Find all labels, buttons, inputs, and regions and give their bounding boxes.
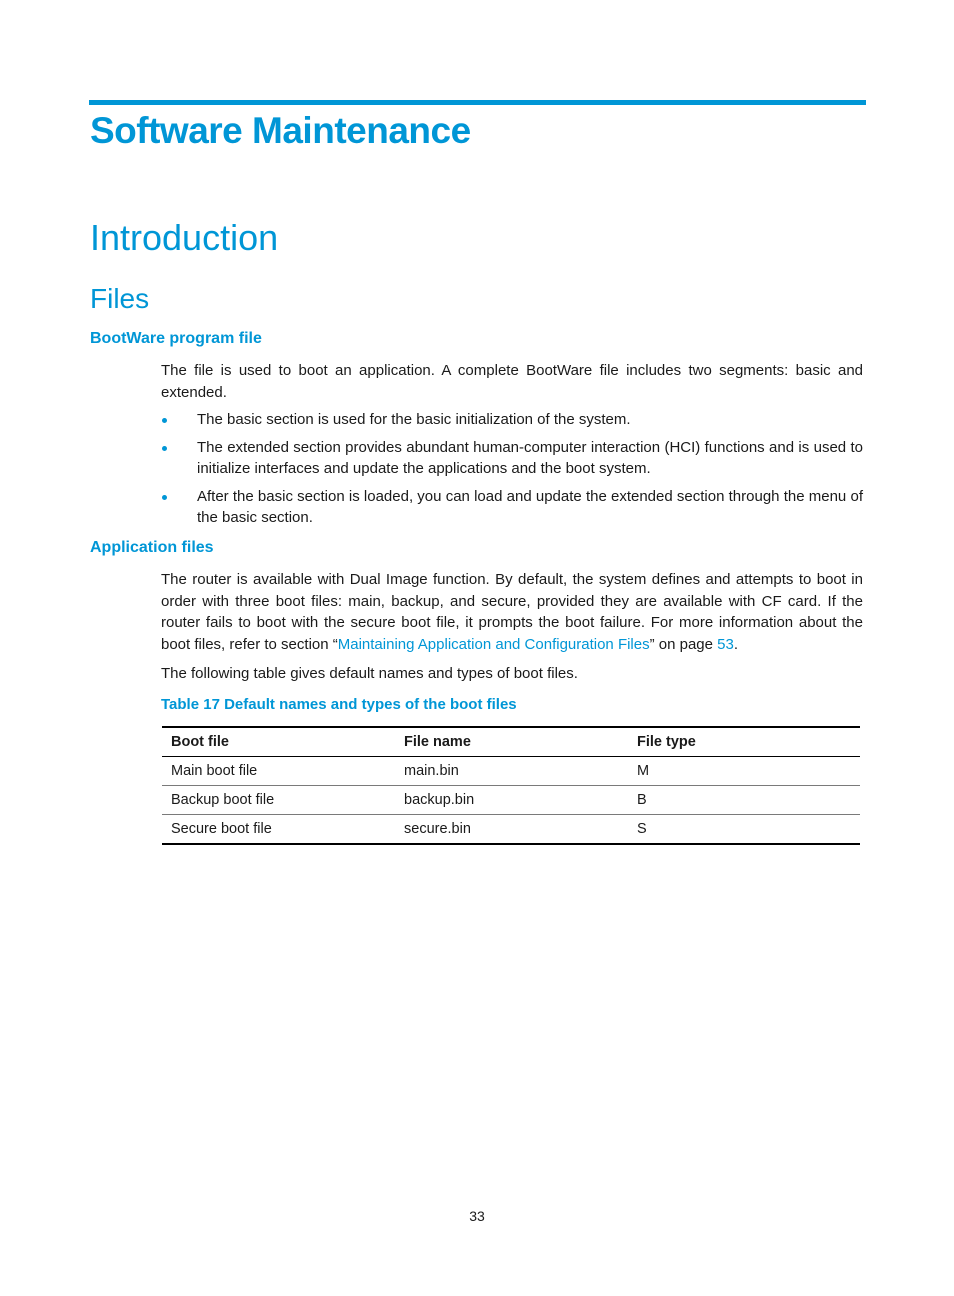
column-header: File name: [404, 734, 471, 750]
table-cell: backup.bin: [395, 786, 628, 815]
table-cell: Backup boot file: [162, 786, 395, 815]
table-cell: Main boot file: [162, 757, 395, 786]
table-cell: Secure boot file: [162, 815, 395, 845]
paragraph-text: The router is available with Dual Image function. By default, the system defines and attempts to boot in order with three boot files: main, backup, and secure, provided they are available with CF card. If the router fails to boot with the secure boot file, it prompts the boot failure. For more information about the boot files, refer to section “: [161, 571, 863, 653]
application-files-heading: Application files: [90, 539, 214, 556]
application-files-paragraph: [161, 569, 863, 655]
table-cell: M: [628, 757, 860, 786]
page-number: 33: [469, 1208, 485, 1224]
column-header: File type: [637, 734, 696, 750]
table-cell: main.bin: [395, 757, 628, 786]
bullet-icon: [162, 418, 167, 423]
paragraph-text: ” on page: [649, 635, 718, 653]
page-link[interactable]: 53: [717, 635, 734, 653]
chapter-title: Software Maintenance: [90, 110, 471, 151]
table-row: [162, 786, 860, 815]
bullet-icon: [162, 495, 167, 500]
list-item: [161, 409, 863, 431]
table-cell: B: [628, 786, 860, 815]
table-cell: S: [628, 815, 860, 845]
subsection-heading-files: Files: [90, 283, 150, 314]
table-cell: secure.bin: [395, 815, 628, 845]
bootware-bullet-list: [161, 409, 863, 529]
list-item: [161, 437, 863, 480]
table-header-row: [162, 727, 860, 757]
table-row: [162, 757, 860, 786]
column-header: Boot file: [171, 734, 229, 750]
bootware-heading: BootWare program file: [90, 330, 262, 347]
section-link[interactable]: Maintaining Application and Configuration Files: [337, 635, 650, 653]
bullet-text: The basic section is used for the basic initialization of the system.: [197, 411, 631, 428]
bullet-text: The extended section provides abundant human-computer interaction (HCI) functions and is used to initialize interfaces and update the applications and the boot system.: [197, 438, 863, 477]
chapter-top-rule: [89, 100, 866, 105]
paragraph-text: .: [733, 635, 739, 653]
bootware-intro: The file is used to boot an application. A complete BootWare file includes two segments: basic and extended.: [161, 362, 863, 401]
boot-files-table: [162, 726, 860, 845]
list-item: [161, 486, 863, 529]
table-intro: The following table gives default names and types of boot files.: [161, 665, 578, 682]
bullet-icon: [162, 446, 167, 451]
table-caption: Table 17 Default names and types of the boot files: [161, 696, 517, 713]
table-row: [162, 815, 860, 845]
section-heading-introduction: Introduction: [90, 217, 279, 258]
bullet-text: After the basic section is loaded, you can load and update the extended section through the menu of the basic section.: [197, 487, 863, 526]
